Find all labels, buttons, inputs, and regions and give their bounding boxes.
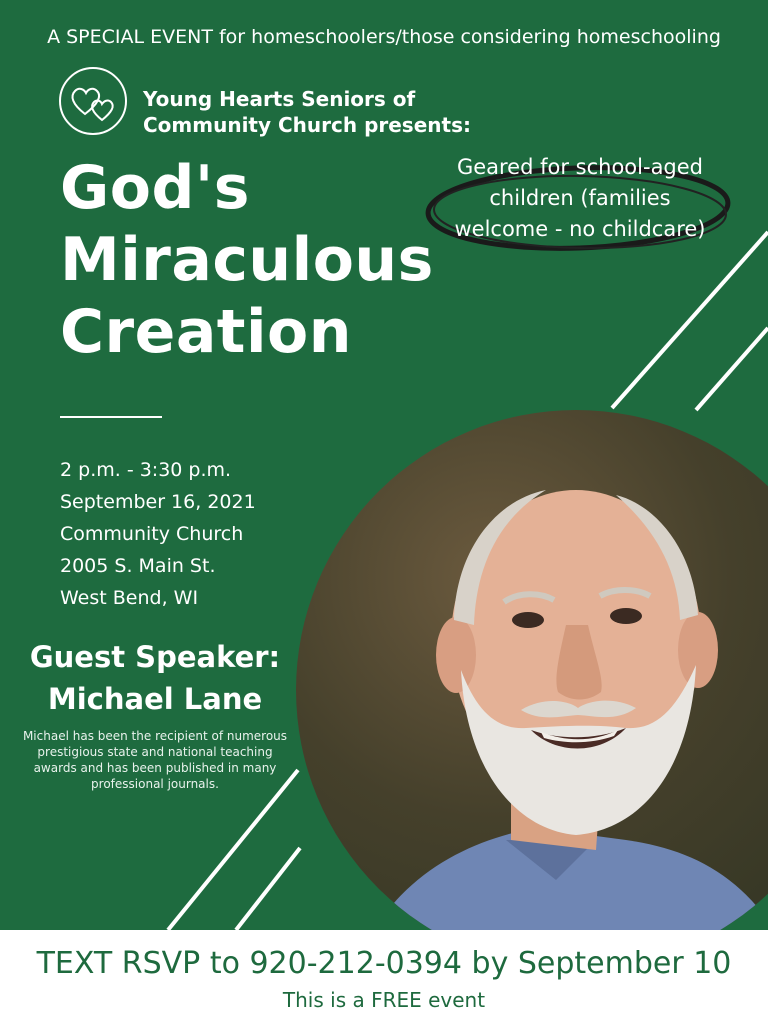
- event-city: West Bend, WI: [60, 587, 199, 609]
- presenter-line-1: Young Hearts Seniors of: [143, 87, 416, 111]
- footer: [0, 930, 768, 1024]
- event-street: 2005 S. Main St.: [60, 555, 216, 577]
- title-line-1: God's: [60, 153, 250, 223]
- presenter-text: [143, 86, 471, 138]
- event-details: [60, 454, 256, 614]
- event-time: 2 p.m. - 3:30 p.m.: [60, 459, 232, 481]
- audience-line-1: Geared for school-aged: [456, 155, 704, 179]
- audience-line-2: children (families: [489, 186, 671, 210]
- speaker-name: Michael Lane: [47, 682, 263, 716]
- free-event-text: This is a FREE event: [282, 988, 486, 1012]
- audience-line-3: welcome - no childcare): [454, 217, 706, 241]
- event-tagline: A SPECIAL EVENT for homeschoolers/those considering homeschooling: [47, 26, 721, 48]
- speaker-block: [22, 636, 288, 792]
- speaker-heading: Guest Speaker:: [29, 640, 281, 674]
- event-venue: Community Church: [60, 523, 244, 545]
- speaker-bio: Michael has been the recipient of numerous prestigious state and national teaching awards and has been published in many professional journals.: [22, 729, 288, 791]
- title-line-3: Creation: [60, 297, 352, 367]
- event-date: September 16, 2021: [60, 491, 256, 513]
- presenter-line-2: Community Church presents:: [143, 113, 471, 137]
- hearts-icon: [58, 66, 128, 136]
- audience-note: [440, 152, 720, 245]
- divider: [60, 416, 162, 418]
- title-line-2: Miraculous: [60, 225, 434, 295]
- rsvp-text: TEXT RSVP to 920-212-0394 by September 10: [36, 946, 732, 981]
- event-title: [60, 152, 434, 368]
